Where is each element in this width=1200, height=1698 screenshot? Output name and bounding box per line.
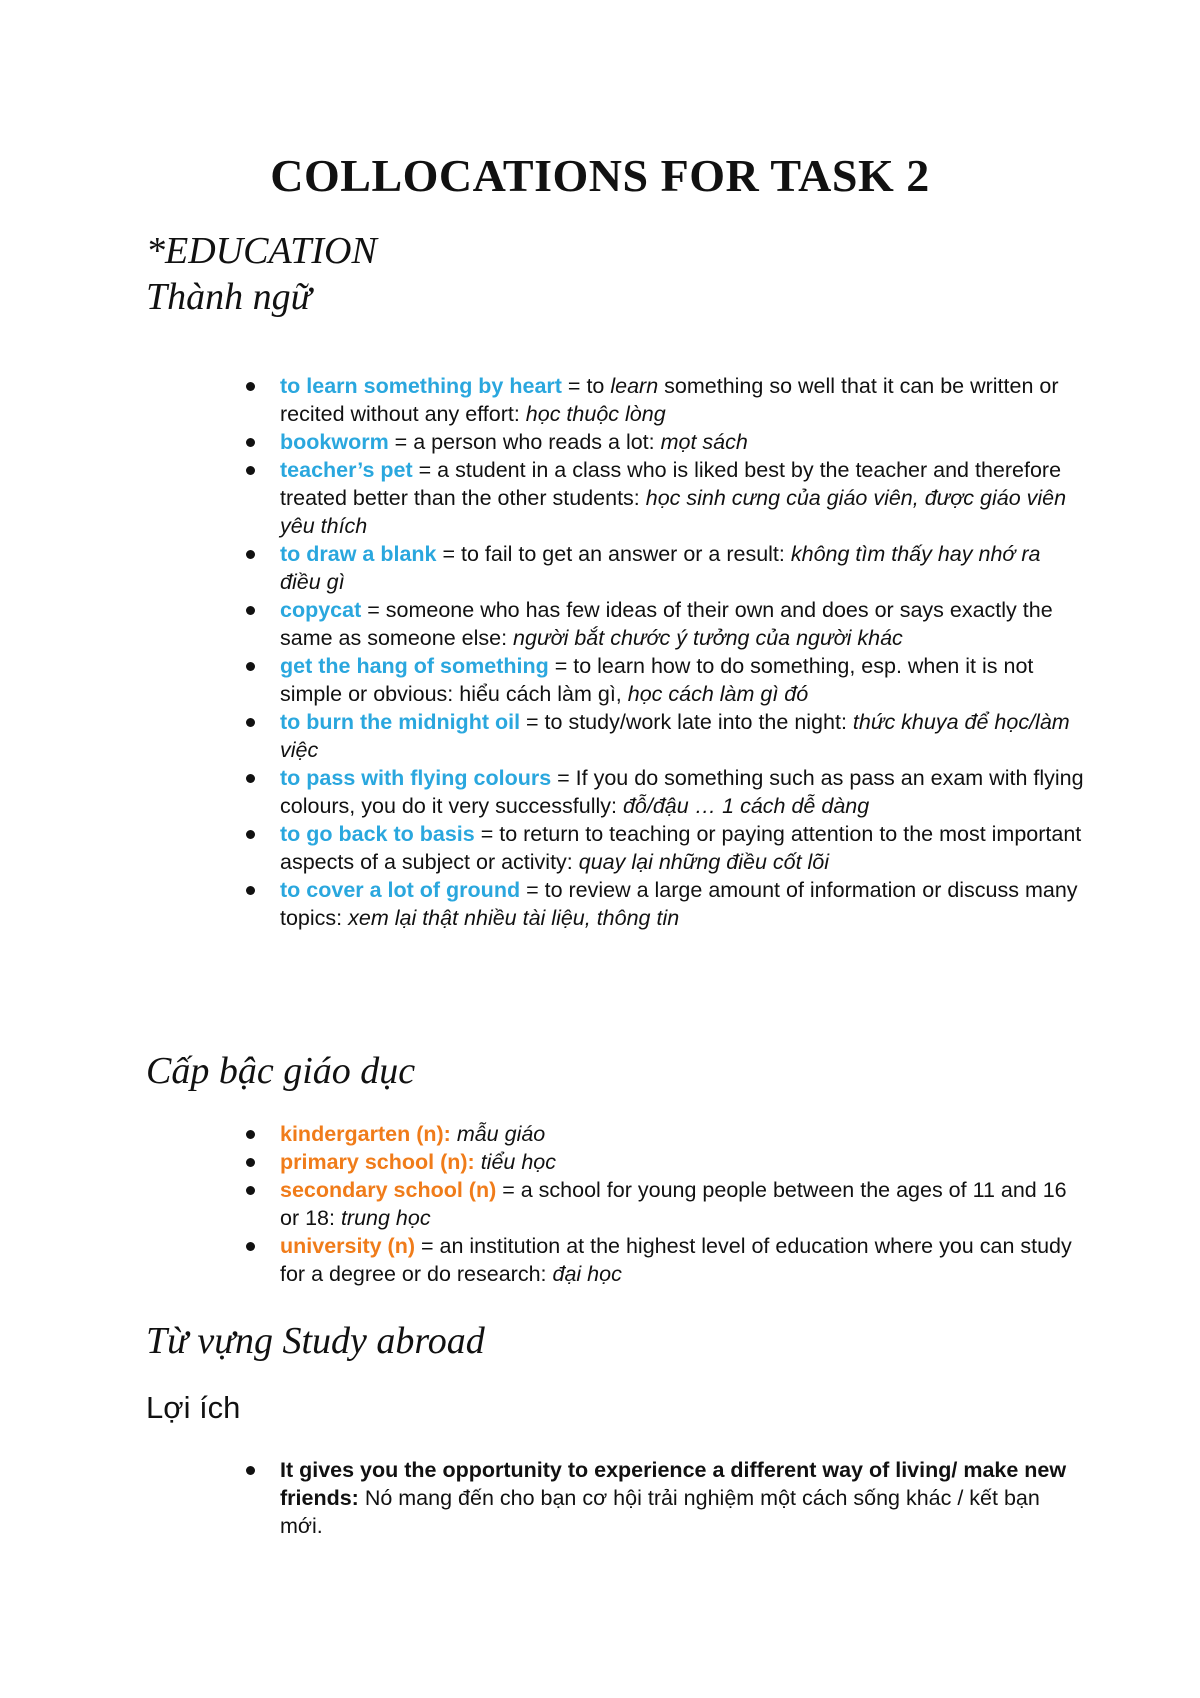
- term: secondary school (n): [280, 1178, 497, 1202]
- translation: người bắt chước ý tưởng của người khác: [513, 626, 903, 650]
- benefits-list: [246, 1456, 1086, 1540]
- section-heading-education-levels: Cấp bậc giáo dục: [146, 1050, 416, 1092]
- bullet-icon: [246, 1466, 255, 1475]
- bullet-icon: [246, 1242, 255, 1251]
- definition: = to study/work late into the night:: [520, 710, 853, 734]
- translation: xem lại thật nhiều tài liệu, thông tin: [348, 906, 680, 930]
- translation: học sinh cưng của giáo viên, được giáo viên yêu thích: [280, 486, 1067, 538]
- list-item: [246, 876, 1086, 932]
- list-item: [246, 1232, 1086, 1288]
- section-heading-study-abroad: Từ vựng Study abroad: [146, 1320, 485, 1362]
- definition: = a school for young people between the ages of 11 and 16 or 18:: [280, 1178, 1067, 1230]
- term: to burn the midnight oil: [280, 710, 521, 734]
- term: copycat: [280, 598, 362, 622]
- bullet-icon: [246, 774, 255, 783]
- translation: đỗ/đậu … 1 cách dễ dàng: [622, 794, 870, 818]
- bullet-icon: [246, 1186, 255, 1195]
- bullet-icon: [246, 382, 255, 391]
- list-item: [246, 1148, 1086, 1176]
- definition: = If you do something such as pass an exam with flying colours, you do it very successfully:: [280, 766, 1084, 818]
- definition: = a student in a class who is liked best by the teacher and therefore treated better than the other students:: [280, 458, 1062, 510]
- bullet-icon: [246, 718, 255, 727]
- list-item: [246, 708, 1086, 764]
- section-heading-education: *EDUCATION: [146, 230, 377, 272]
- list-item: [246, 540, 1086, 596]
- idioms-list: [246, 372, 1086, 932]
- definition: = a person who reads a lot:: [388, 430, 661, 454]
- list-item: [246, 820, 1086, 876]
- definition: = someone who has few ideas of their own and does or says exactly the same as someone else:: [280, 598, 1053, 650]
- document-title: COLLOCATIONS FOR TASK 2: [270, 150, 930, 201]
- translation: mẫu giáo: [456, 1122, 546, 1146]
- bullet-icon: [246, 1158, 255, 1167]
- list-item: [246, 596, 1086, 652]
- definition: = to review a large amount of information or discuss many topics:: [280, 878, 1078, 930]
- sub-heading-benefits: Lợi ích: [146, 1390, 241, 1425]
- bullet-icon: [246, 1130, 255, 1139]
- bullet-icon: [246, 606, 255, 615]
- term: teacher’s pet: [280, 458, 413, 482]
- education-levels-list: [246, 1120, 1086, 1288]
- definition: something so well that it can be written or recited without any effort:: [280, 374, 1059, 426]
- term: university (n): [280, 1234, 415, 1258]
- definition-italic-word: learn: [610, 374, 659, 398]
- translation: thức khuya để học/làm việc: [280, 710, 1070, 762]
- term: bookworm: [280, 430, 389, 454]
- term: to cover a lot of ground: [280, 878, 521, 902]
- definition: = to return to teaching or paying attention to the most important aspects of a subject or activity:: [280, 822, 1082, 874]
- translation: trung học: [340, 1206, 431, 1230]
- section-heading-idioms: Thành ngữ: [146, 276, 312, 318]
- translation: đại học: [552, 1262, 622, 1286]
- definition: = to learn how to do something, esp. when it is not simple or obvious: hiểu cách làm gì,: [280, 654, 1034, 706]
- term: It gives you the opportunity to experience a different way of living/ make new friends:: [280, 1458, 1067, 1510]
- list-item: [246, 652, 1086, 708]
- translation: học thuộc lòng: [525, 402, 666, 426]
- translation: quay lại những điều cốt lõi: [578, 850, 830, 874]
- bullet-icon: [246, 662, 255, 671]
- list-item: [246, 1176, 1086, 1232]
- bullet-icon: [246, 466, 255, 475]
- definition-lead: = to: [561, 374, 611, 398]
- term: to pass with flying colours: [280, 766, 552, 790]
- list-item: [246, 764, 1086, 820]
- bullet-icon: [246, 550, 255, 559]
- term: to draw a blank: [280, 542, 437, 566]
- translation: không tìm thấy hay nhớ ra điều gì: [280, 542, 1041, 594]
- term: primary school (n):: [280, 1150, 475, 1174]
- term: kindergarten (n):: [280, 1122, 451, 1146]
- list-item: [246, 1456, 1086, 1540]
- bullet-icon: [246, 438, 255, 447]
- translation: tiểu học: [480, 1150, 557, 1174]
- list-item: [246, 456, 1086, 540]
- list-item: [246, 428, 1086, 456]
- definition: Nó mang đến cho bạn cơ hội trải nghiệm một cách sống khác / kết bạn mới.: [280, 1486, 1040, 1538]
- definition: = to fail to get an answer or a result:: [436, 542, 791, 566]
- term: get the hang of something: [280, 654, 549, 678]
- list-item: [246, 1120, 1086, 1148]
- bullet-icon: [246, 830, 255, 839]
- translation: học cách làm gì đó: [627, 682, 809, 706]
- term: to learn something by heart: [280, 374, 562, 398]
- translation: mọt sách: [660, 430, 748, 454]
- bullet-icon: [246, 886, 255, 895]
- term: to go back to basis: [280, 822, 475, 846]
- list-item: [246, 372, 1086, 428]
- definition: = an institution at the highest level of education where you can study for a degree or do research:: [280, 1234, 1072, 1286]
